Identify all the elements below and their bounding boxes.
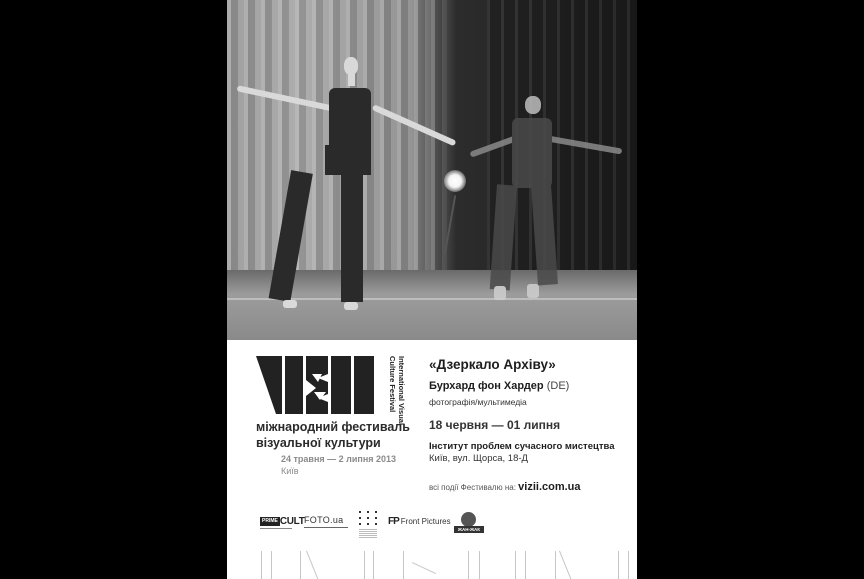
- dancer-right: [227, 0, 637, 340]
- partner-front-pictures-logo: [388, 517, 451, 527]
- website-prefix: всі події Фестивалю на:: [429, 483, 516, 492]
- cult-underline: [260, 528, 292, 529]
- outline-letters-decoration: [227, 551, 637, 579]
- front-pictures-text: Front Pictures: [400, 517, 451, 526]
- cult-text: CULT: [279, 516, 305, 527]
- tagline-line2: візуальної культури: [256, 436, 381, 450]
- festival-poster: [227, 0, 637, 579]
- zhan-zhak-label: ЖАН-ЖАК: [454, 526, 484, 533]
- website-line: [429, 481, 581, 494]
- event-artist: Бурхард фон Хардер: [429, 380, 544, 392]
- partner-foto-logo: [304, 515, 343, 525]
- website-link[interactable]: vizii.com.ua: [518, 481, 581, 493]
- partner-cult-logo: [260, 517, 305, 529]
- logo-subtitle-line1: International Visual: [397, 356, 406, 426]
- foto-underline: [304, 527, 348, 528]
- front-pictures-mark: FP: [388, 516, 399, 527]
- event-dates: 18 червня — 01 липня: [429, 418, 561, 432]
- festival-city: Київ: [281, 466, 299, 476]
- venue-info: [429, 441, 634, 465]
- partner-dots-logo: [359, 511, 377, 539]
- artist-country: (DE): [546, 380, 570, 392]
- event-type: фотографія/мультимедіа: [429, 397, 527, 407]
- cult-box: PRIME: [262, 518, 278, 524]
- logo-subtitle-line2: Culture Festival: [388, 356, 397, 413]
- zhan-zhak-emblem: [461, 512, 476, 527]
- festival-tagline: [256, 419, 456, 451]
- event-title: «Дзеркало Архіву»: [429, 357, 556, 372]
- vizii-logo: [256, 356, 406, 426]
- partner-zhan-zhak-logo: [454, 512, 484, 538]
- logo-subtitle: [384, 356, 406, 426]
- foto-text: FOTO.ua: [304, 515, 344, 525]
- event-artist-line: [429, 379, 634, 393]
- dots-logo-caption: [359, 529, 377, 538]
- venue-name: Інститут проблем сучасного мистецтва: [429, 441, 615, 452]
- vizii-logo-mark: [256, 356, 386, 414]
- venue-address: Київ, вул. Щорса, 18-Д: [429, 453, 528, 464]
- festival-dates: 24 травня — 2 липня 2013: [281, 454, 397, 464]
- event-info: [429, 357, 634, 433]
- tagline-line1: міжнародний фестиваль: [256, 420, 410, 434]
- dancers-photo: [227, 0, 637, 340]
